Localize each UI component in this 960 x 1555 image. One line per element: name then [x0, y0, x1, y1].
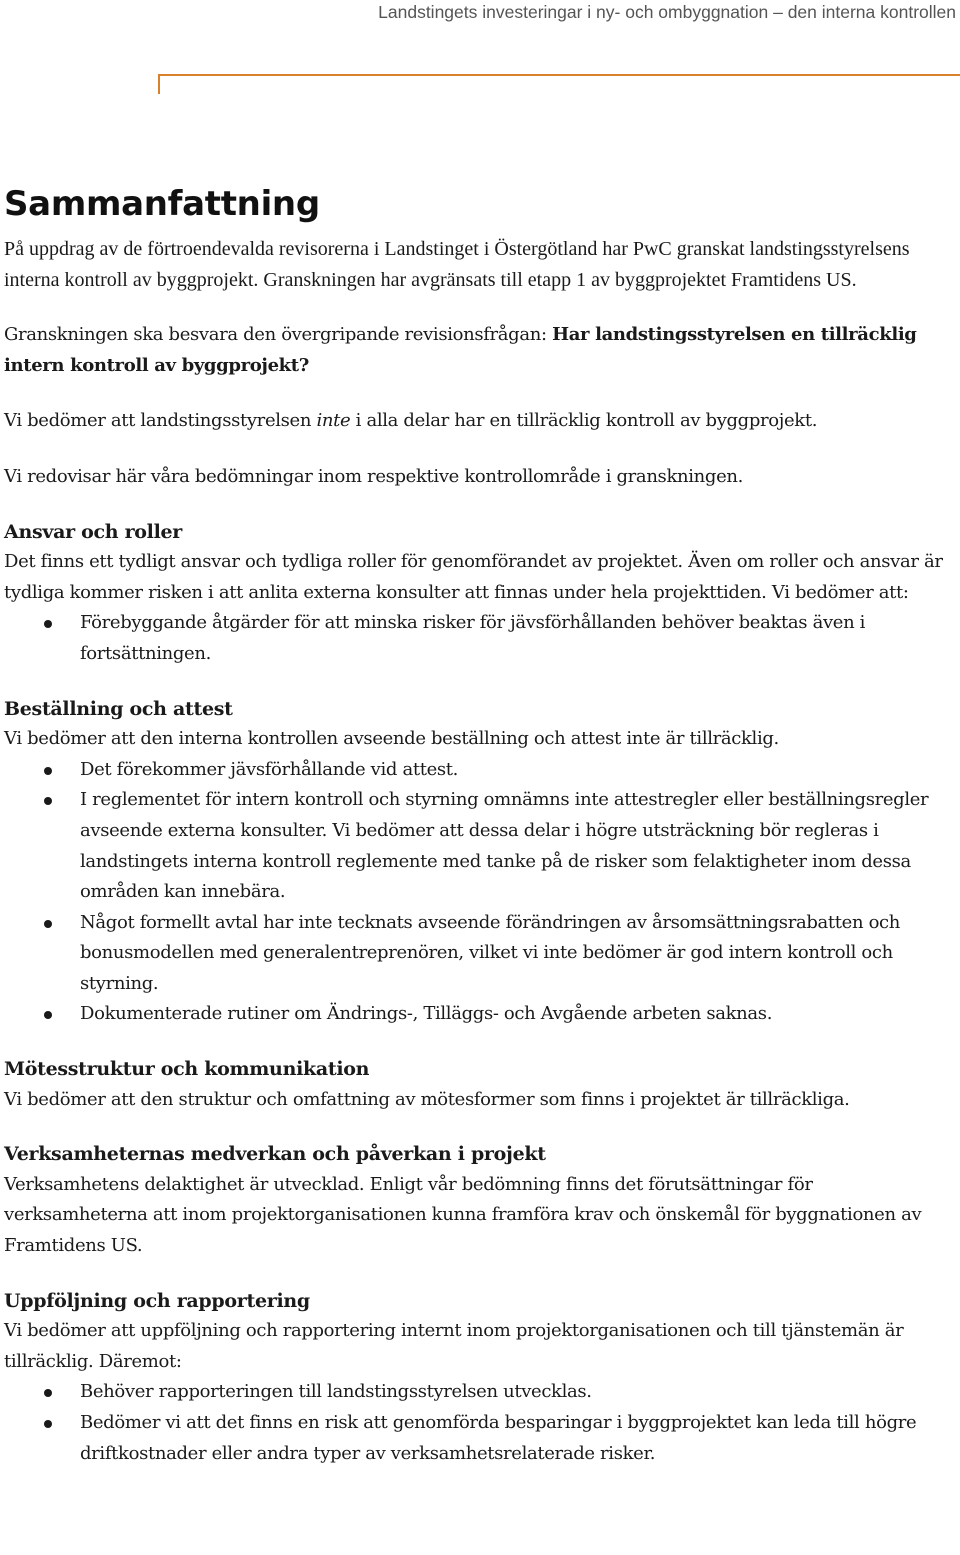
header-rule-tick [158, 74, 160, 94]
assessment-emphasis: inte [316, 410, 351, 432]
bullet-icon [44, 1011, 52, 1019]
section-body-motes: Vi bedömer att den struktur och omfattning av mötesformer som finns i projektet är tillräckliga. [4, 1088, 850, 1110]
section-heading-uppfoljning: Uppföljning och rapportering [4, 1289, 310, 1312]
section-body-ansvar: Det finns ett tydligt ansvar och tydliga roller för genomförandet av projektet. Även om roller och ansvar är tydliga kommer risken i att anlita externa konsulter att finnas under hela projekttiden. Vi bedömer att: [4, 551, 943, 603]
intro-paragraph-3 [4, 406, 958, 437]
running-header: Landstingets investeringar i ny- och ombyggnation – den interna kontrollen [378, 2, 956, 22]
intro-paragraph-2 [4, 320, 958, 381]
assessment-tail: i alla delar har en tillräcklig kontroll av byggprojekt. [350, 410, 818, 432]
assessment-lead: Vi bedömer att landstingsstyrelsen [4, 410, 317, 432]
bullet-icon [44, 620, 52, 628]
bullet-icon [44, 1389, 52, 1397]
header-rule [158, 74, 960, 76]
section-heading-verksamheter: Verksamheternas medverkan och påverkan i projekt [4, 1143, 546, 1166]
list-item [4, 755, 958, 786]
list-item [4, 999, 958, 1030]
section-heading-motes: Mötesstruktur och kommunikation [4, 1058, 370, 1081]
section-body-uppfoljning: Vi bedömer att uppföljning och rapportering internt inom projektorganisationen och till tjänstemän är tillräcklig. Däremot: [4, 1320, 904, 1372]
intro-paragraph-4: Vi redovisar här våra bedömningar inom respektive kontrollområde i granskningen. [4, 465, 743, 487]
page-title: Sammanfattning [4, 184, 320, 224]
list-item-text: Dokumenterade rutiner om Ändrings-, Tilläggs- och Avgående arbeten saknas. [80, 1003, 773, 1025]
bullet-list-ansvar [4, 608, 958, 669]
section-body-verksamheter: Verksamhetens delaktighet är utvecklad. Enligt vår bedömning finns det förutsättningar för verksamheterna att inom projektorganisationen kunna framföra krav och önskemål för byggnationen av Framtidens US. [4, 1173, 922, 1257]
bullet-icon [44, 767, 52, 775]
intro-paragraph-1: På uppdrag av de förtroendevalda revisorerna i Landstinget i Östergötland har PwC granskat landstingsstyrelsens interna kontroll av byggprojekt. Granskningen har avgränsats till etapp 1 av byggprojektet Framtidens US. [4, 238, 910, 291]
list-item-text: Något formellt avtal har inte tecknats avseende förändringen av årsomsättningsrabatten och bonusmodellen med generalentreprenören, vilket vi inte bedömer är god intern kontroll och styrning. [80, 911, 901, 994]
list-item [4, 1377, 958, 1408]
section-heading-ansvar: Ansvar och roller [4, 520, 183, 543]
list-item [4, 608, 958, 669]
list-item-text: Bedömer vi att det finns en risk att genomförda besparingar i byggprojektet kan leda till högre driftkostnader eller andra typer av verksamhetsrelaterade risker. [80, 1412, 917, 1464]
section-body-bestallning: Vi bedömer att den interna kontrollen avseende beställning och attest inte är tillräcklig. [4, 728, 779, 750]
bullet-icon [44, 797, 52, 805]
list-item-text: I reglementet för intern kontroll och styrning omnämns inte attestregler eller beställningsregler avseende externa konsulter. Vi bedömer att dessa delar i högre utsträckning bör regleras i landstingets interna kontroll reglemente med tanke på de risker som felaktigheter inom dessa områden kan innebära. [80, 789, 929, 903]
bullet-list-uppfoljning [4, 1377, 958, 1469]
revision-question: Har landstingsstyrelsen en tillräcklig intern kontroll av byggprojekt? [4, 324, 917, 376]
bullet-icon [44, 1420, 52, 1428]
list-item [4, 785, 958, 907]
list-item-text: Förebyggande åtgärder för att minska risker för jävsförhållanden behöver beaktas även i fortsättningen. [80, 612, 866, 664]
list-item-text: Det förekommer jävsförhållande vid attest. [80, 758, 459, 780]
revision-question-lead: Granskningen ska besvara den övergripande revisionsfrågan: [4, 324, 553, 346]
list-item [4, 908, 958, 1000]
section-heading-bestallning: Beställning och attest [4, 697, 233, 720]
document-body [4, 182, 958, 1469]
bullet-icon [44, 920, 52, 928]
list-item [4, 1408, 958, 1469]
bullet-list-bestallning [4, 755, 958, 1030]
list-item-text: Behöver rapporteringen till landstingsstyrelsen utvecklas. [80, 1381, 592, 1403]
